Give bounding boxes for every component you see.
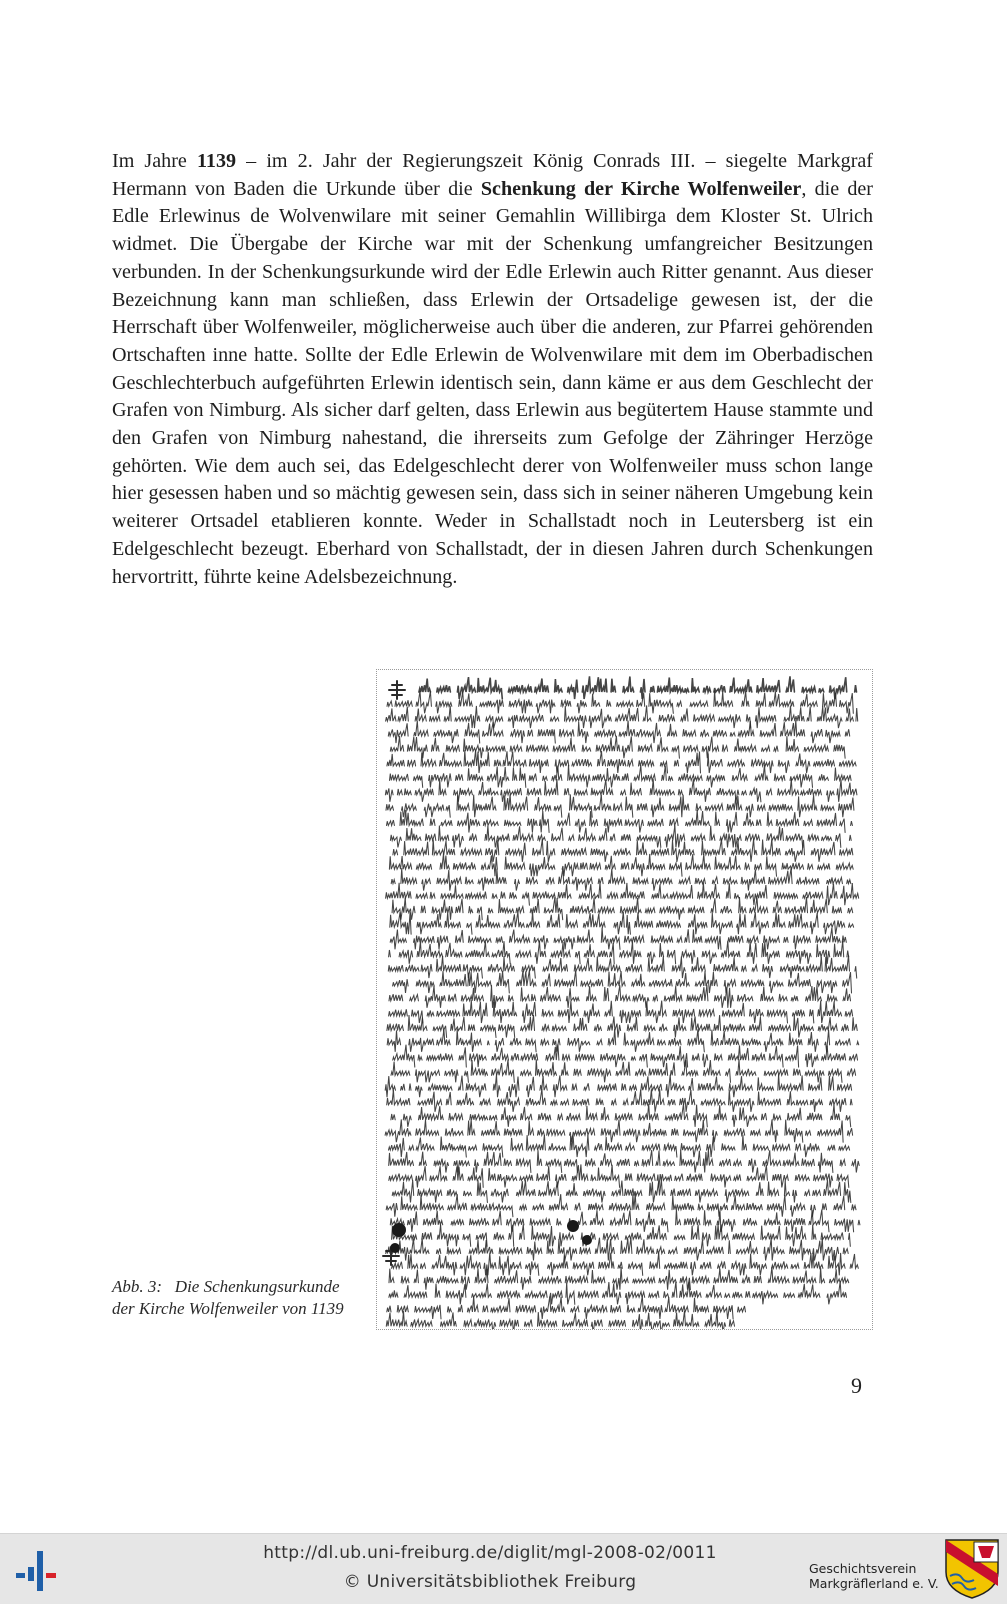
source-url-link[interactable]: http://dl.ub.uni-freiburg.de/diglit/mgl-2008-02/0011 [263, 1543, 717, 1563]
coat-of-arms-icon [944, 1538, 1000, 1600]
society-name-line-2: Markgräflerland e. V. [809, 1576, 939, 1591]
bold-phrase: Schenkung der Kirche Wolfenweiler [480, 177, 802, 200]
body-text-intro: Im Jahre [112, 150, 197, 172]
library-logo-icon[interactable] [16, 1549, 60, 1593]
copyright-text: © Universitätsbibliothek Freiburg [343, 1572, 637, 1592]
manuscript-illustration [377, 670, 872, 1329]
page-number: 9 [851, 1373, 862, 1398]
body-text-part2: – im 2. Jahr der Regierungszeit König Conrads III. – siegelte Markgraf Hermann von Baden die Urkunde über die [112, 150, 873, 200]
body-paragraph [112, 148, 873, 591]
society-name-line-1: Geschichtsverein [809, 1561, 917, 1576]
caption-line-2: der Kirche Wolfenweiler von 1139 [112, 1299, 344, 1318]
charter-facsimile-image [376, 669, 873, 1330]
viewer-footer-bar [0, 1533, 1007, 1604]
year-bold: 1139 [196, 150, 237, 172]
society-name [809, 1561, 939, 1591]
body-text-part3: , die der Edle Erlewinus de Wolvenwilare mit seiner Gemahlin Willibirga dem Kloster St. Ulrich widmet. Die Übergabe der Kirche war mit der Schenkung umfangreicher Besitzungen verbunden. In der Schenkungsurkunde wird der Edle Erlewin auch Ritter genannt. Aus dieser Bezeichnung kann man schließen, dass Erlewin der Ortsadelige gewesen ist, der die Herrschaft über Wolfenweiler, möglicherweise auch über die anderen, zur Pfarrei gehörenden Ortschaften inne hatte. Sollte der Edle Erlewin de Wolvenwilare mit dem im Oberbadischen Geschlechterbuch aufgeführten Erlewin identisch sein, dann käme er aus dem Geschlecht der Grafen von Nimburg. Als sicher darf gelten, dass Erlewin aus begütertem Hause stammte und den Grafen von Nimburg nahestand, die ihrerseits zum Gefolge der Zähringer Herzöge gehörten. Wie dem auch sei, das Edelgeschlecht derer von Wolfenweiler muss schon lange hier gesessen haben und so mächtig gewesen sein, dass sich in seiner näheren Umgebung kein weiterer Ortsadel etablieren konnte. Weder in Schallstadt noch in Leutersberg ist ein Edelgeschlecht bezeugt. Eberhard von Schallstadt, der in diesen Jahren durch Schenkungen hervortritt, führte keine Adelsbezeichnung. [112, 177, 874, 588]
caption-line-1: Abb. 3: Die Schenkungsurkunde [112, 1277, 340, 1296]
figure-caption [112, 1276, 367, 1320]
